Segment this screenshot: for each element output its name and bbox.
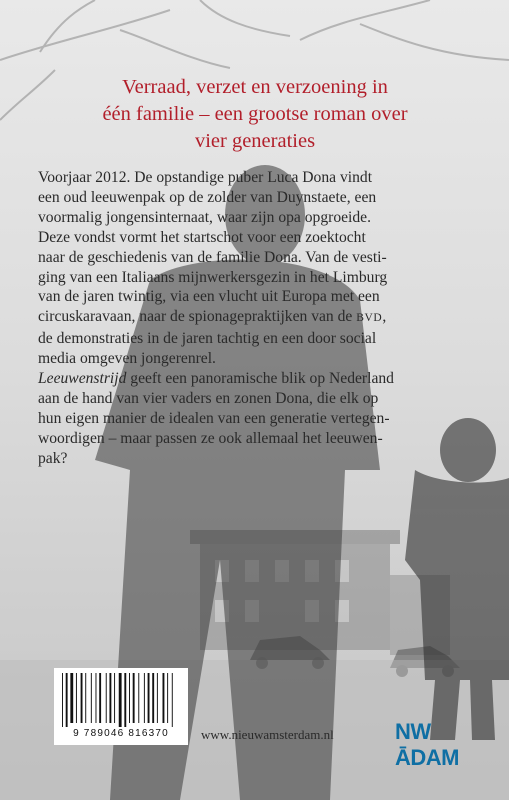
publisher-logo: NW ĀDAM (395, 719, 459, 770)
barcode-bar (96, 673, 97, 723)
barcode-bar (109, 673, 111, 723)
tagline-line: één familie – een grootse roman over (102, 103, 408, 125)
book-title-italic: Leeuwenstrijd (38, 370, 127, 388)
synopsis-line-bvd (38, 307, 476, 329)
barcode-bar (157, 673, 158, 723)
synopsis-line: pak? (38, 449, 68, 467)
barcode-bar (138, 673, 139, 723)
synopsis-text: circuskaravaan, naar de spionagepraktijken van de (38, 308, 357, 326)
tagline-line: vier generaties (194, 130, 316, 152)
barcode-bar (76, 673, 77, 723)
barcode-bar (144, 673, 145, 723)
barcode-bars (60, 673, 182, 727)
barcode-bar (167, 673, 168, 723)
synopsis-line: hun eigen manier de idealen van een generatie vertegen- (38, 409, 390, 427)
barcode-bar (70, 673, 73, 723)
synopsis-line: een oud leeuwenpak op de zolder van Duynstaete, een (38, 188, 377, 206)
synopsis-line: de demonstraties in de jaren tachtig en een door social (38, 330, 377, 348)
barcode-bar (106, 673, 107, 723)
barcode-bar (129, 673, 130, 723)
synopsis-line: aan de hand van vier vaders en zonen Dona, die elk op (38, 389, 379, 407)
synopsis (38, 168, 476, 469)
barcode-bar (163, 673, 165, 723)
synopsis-line: van de jaren twintig, via een vlucht uit Europa met een (38, 288, 380, 306)
barcode-bar (81, 673, 83, 723)
synopsis-line: naar de geschiedenis van de familie Dona. Van de vesti- (38, 248, 387, 266)
bvd-abbreviation: BVD (356, 312, 383, 325)
synopsis-line: voormalig jongensinternaat, waar zijn opa opgroeide. (38, 208, 371, 226)
barcode-bar (62, 673, 63, 727)
synopsis-line: media omgeven jongerenrel. (38, 350, 216, 368)
tagline-line: Verraad, verzet en verzoening in (122, 76, 388, 98)
barcode-bar (133, 673, 135, 723)
tagline (40, 74, 470, 155)
barcode-bar (85, 673, 86, 723)
barcode (54, 668, 188, 745)
barcode-bar (172, 673, 173, 727)
barcode-bar (124, 673, 126, 727)
barcode-bar (114, 673, 115, 723)
synopsis-text: , (382, 308, 387, 326)
synopsis-text: geeft een panoramische blik op Nederland (126, 370, 394, 388)
synopsis-line: Voorjaar 2012. De opstandige puber Luca Dona vindt (38, 169, 373, 186)
barcode-bar (66, 673, 68, 727)
barcode-bar (99, 673, 101, 723)
synopsis-line: ging van een Italiaans mijnwerkersgezin in het Limburg (38, 268, 388, 286)
publisher-website[interactable]: www.nieuwamsterdam.nl (201, 727, 334, 742)
barcode-bar (91, 673, 92, 723)
synopsis-line-title (38, 369, 476, 389)
synopsis-line: Deze vondst vormt het startschot voor een zoektocht (38, 228, 366, 246)
barcode-bar (119, 673, 122, 727)
isbn-number: 9 789046 816370 (73, 728, 169, 739)
synopsis-line: woordigen – maar passen ze ook allemaal het leeuwen- (38, 429, 383, 447)
barcode-bar (148, 673, 150, 723)
barcode-bar (152, 673, 154, 723)
